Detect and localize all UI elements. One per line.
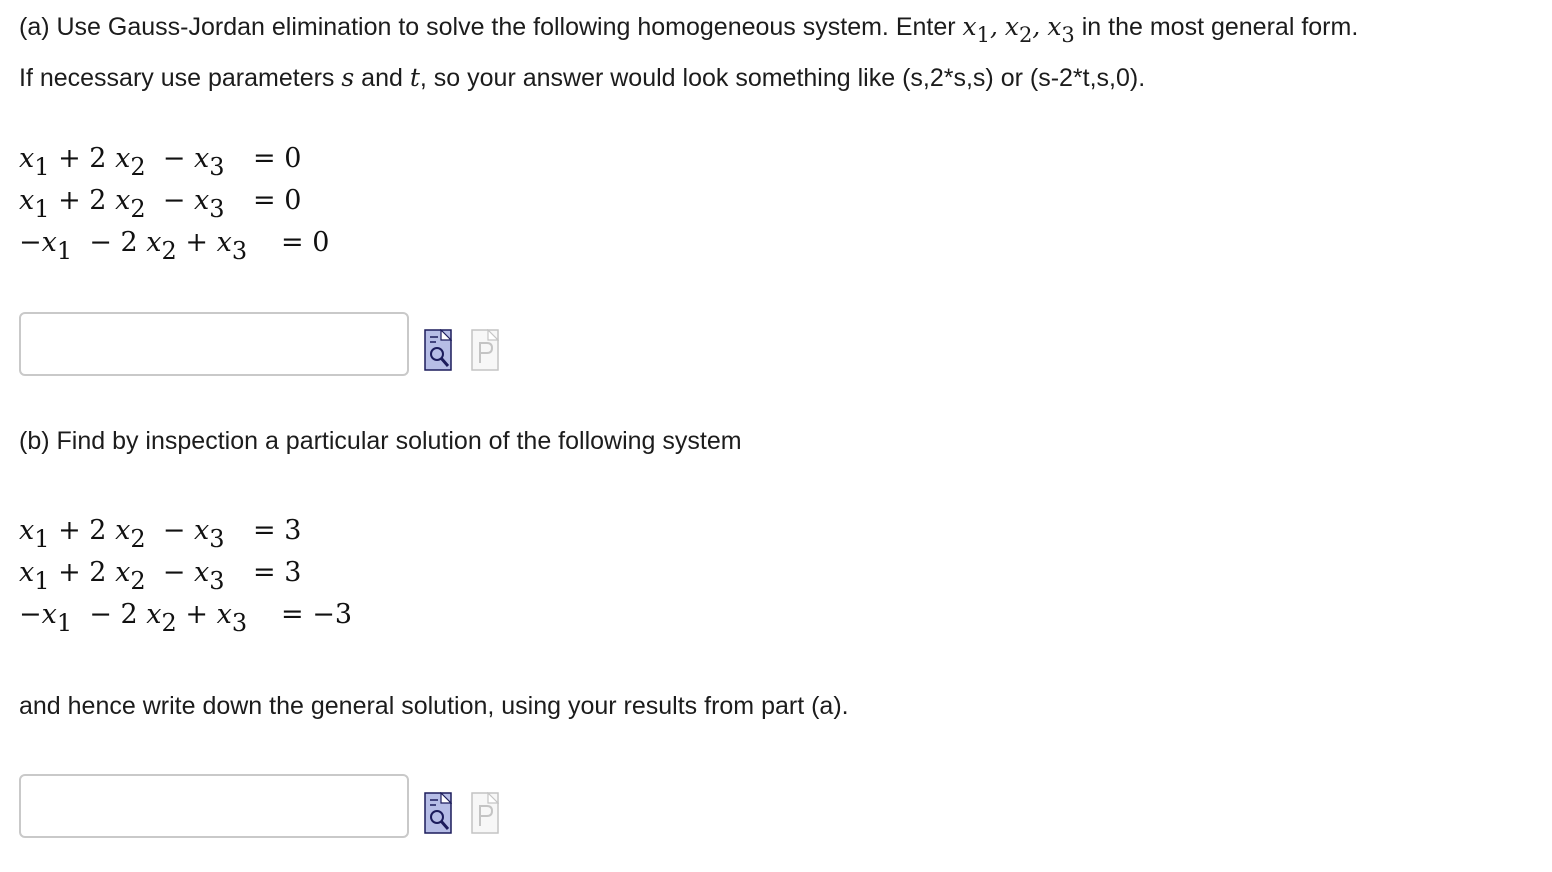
- equation-rhs: = 3: [253, 515, 302, 546]
- part-a-equation-system: [19, 138, 419, 273]
- part-a-instruction-line-1: [19, 12, 1359, 47]
- equation-lhs: x1 + 2 x2 − x3: [19, 143, 225, 181]
- param-t: t: [409, 63, 420, 92]
- equation-rhs: = −3: [281, 599, 353, 630]
- equation-lhs: −x1 − 2 x2 + x3: [19, 227, 248, 265]
- part-a-instruction-text: (a) Use Gauss-Jordan elimination to solve the following homogeneous system. Enter: [19, 13, 956, 41]
- problem-help-icon[interactable]: [471, 792, 499, 834]
- equation-lhs: −x1 − 2 x2 + x3: [19, 599, 248, 637]
- equation-rhs: = 3: [253, 557, 302, 588]
- equation-rhs: = 0: [281, 227, 330, 258]
- part-b-followup: and hence write down the general solution, using your results from part (a).: [19, 692, 849, 720]
- part-a-instruction-end: in the most general form.: [1081, 13, 1359, 41]
- part-a-answer-input[interactable]: [19, 312, 409, 376]
- variable-list: $x_1$, $x_2$, $x_3$: [962, 12, 1075, 47]
- preview-equation-icon[interactable]: [424, 792, 452, 834]
- equation-rhs: = 0: [253, 143, 302, 174]
- part-b-prompt: (b) Find by inspection a particular solution of the following system: [19, 427, 742, 455]
- equation-rhs: = 0: [253, 185, 302, 216]
- part-b-answer-input[interactable]: [19, 774, 409, 838]
- equation-lhs: x1 + 2 x2 − x3: [19, 185, 225, 223]
- problem-help-icon[interactable]: [471, 329, 499, 371]
- part-a-instruction-line-2: If necessary use parameters s and t, so your answer would look something like (s,2*s,s) or (s-2*t,s,0).: [19, 63, 1146, 92]
- equation-lhs: x1 + 2 x2 − x3: [19, 557, 225, 595]
- preview-equation-icon[interactable]: [424, 329, 452, 371]
- param-s: s: [341, 63, 355, 92]
- part-b-equation-system: [19, 510, 439, 645]
- equation-lhs: x1 + 2 x2 − x3: [19, 515, 225, 553]
